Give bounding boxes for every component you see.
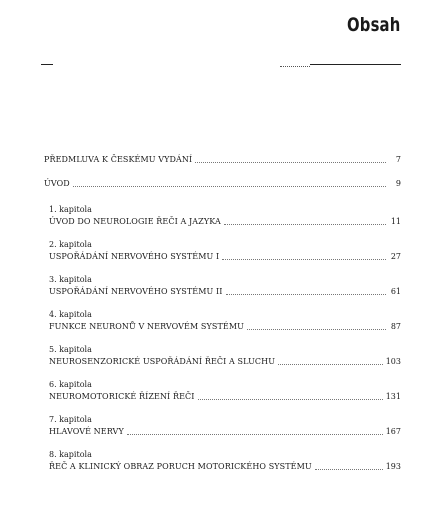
chapter-title: NEUROMOTORICKÉ ŘÍZENÍ ŘEČI: [49, 392, 195, 401]
toc-leader-dots: [73, 186, 386, 187]
toc-page-number: 7: [395, 155, 401, 164]
header-rule-left: [41, 64, 53, 65]
chapter-row: [49, 357, 401, 367]
chapter-label: 2. kapitola: [49, 240, 92, 249]
chapter-label: 4. kapitola: [49, 310, 92, 319]
toc-chapter-4[interactable]: [44, 310, 401, 332]
chapter-title: ŘEČ A KLINICKÝ OBRAZ PORUCH MOTORICKÉHO SYSTÉMU: [49, 462, 312, 471]
header-rule-dots: [280, 60, 310, 67]
toc-chapter-7[interactable]: [44, 415, 401, 437]
chapter-title: USPOŘÁDÁNÍ NERVOVÉHO SYSTÉMU I: [49, 252, 220, 261]
toc-leader-dots: [247, 329, 386, 330]
toc-leader-dots: [226, 294, 386, 295]
chapter-label: 3. kapitola: [49, 275, 92, 284]
chapter-title: USPOŘÁDÁNÍ NERVOVÉHO SYSTÉMU II: [49, 287, 223, 296]
toc-leader-dots: [198, 399, 383, 400]
toc-page-number: 103: [385, 357, 401, 366]
chapter-row: [49, 252, 401, 262]
chapter-title: HLAVOVÉ NERVY: [49, 427, 124, 436]
toc-chapter-3[interactable]: [44, 275, 401, 297]
chapter-label: 7. kapitola: [49, 415, 92, 424]
chapter-row: [49, 392, 401, 402]
chapter-title: NEUROSENZORICKÉ USPOŘÁDÁNÍ ŘEČI A SLUCHU: [49, 357, 276, 366]
chapter-row: [49, 217, 401, 227]
toc-leader-dots: [224, 224, 386, 225]
toc-leader-dots: [195, 162, 386, 163]
chapter-label: 8. kapitola: [49, 450, 92, 459]
toc-entry-title: PŘEDMLUVA K ČESKÉMU VYDÁNÍ: [44, 155, 193, 164]
chapter-label: 6. kapitola: [49, 380, 92, 389]
chapter-row: [49, 462, 401, 472]
chapter-row: [49, 322, 401, 332]
page-title: Obsah: [346, 14, 400, 36]
toc-page-number: 87: [390, 322, 401, 331]
toc-page-number: 131: [385, 392, 401, 401]
toc-chapter-2[interactable]: [44, 240, 401, 262]
toc-page-number: 27: [390, 252, 401, 261]
toc-leader-dots: [222, 259, 386, 260]
chapter-label: 5. kapitola: [49, 345, 92, 354]
toc-leader-dots: [127, 434, 383, 435]
toc-page-number: 167: [385, 427, 401, 436]
chapter-row: [49, 287, 401, 297]
toc-page-number: 9: [395, 179, 401, 188]
toc-page-number: 61: [390, 287, 401, 296]
toc-chapter-1[interactable]: [44, 205, 401, 227]
toc-chapter-6[interactable]: [44, 380, 401, 402]
toc-chapter-5[interactable]: [44, 345, 401, 367]
chapter-label: 1. kapitola: [49, 205, 92, 214]
toc-page-number: 11: [390, 217, 401, 226]
chapter-title: FUNKCE NEURONŮ V NERVOVÉM SYSTÉMU: [49, 322, 244, 331]
chapter-title: ÚVOD DO NEUROLOGIE ŘEČI A JAZYKA: [49, 217, 221, 226]
table-of-contents: [44, 155, 401, 485]
toc-entry-preface[interactable]: [44, 155, 401, 165]
chapter-row: [49, 427, 401, 437]
toc-leader-dots: [278, 364, 383, 365]
toc-entry-intro[interactable]: [44, 179, 401, 189]
toc-page-number: 193: [385, 462, 401, 471]
toc-entry-title: ÚVOD: [44, 179, 70, 188]
header-rule-right: [310, 64, 401, 65]
toc-leader-dots: [315, 469, 383, 470]
toc-chapter-8[interactable]: [44, 450, 401, 472]
